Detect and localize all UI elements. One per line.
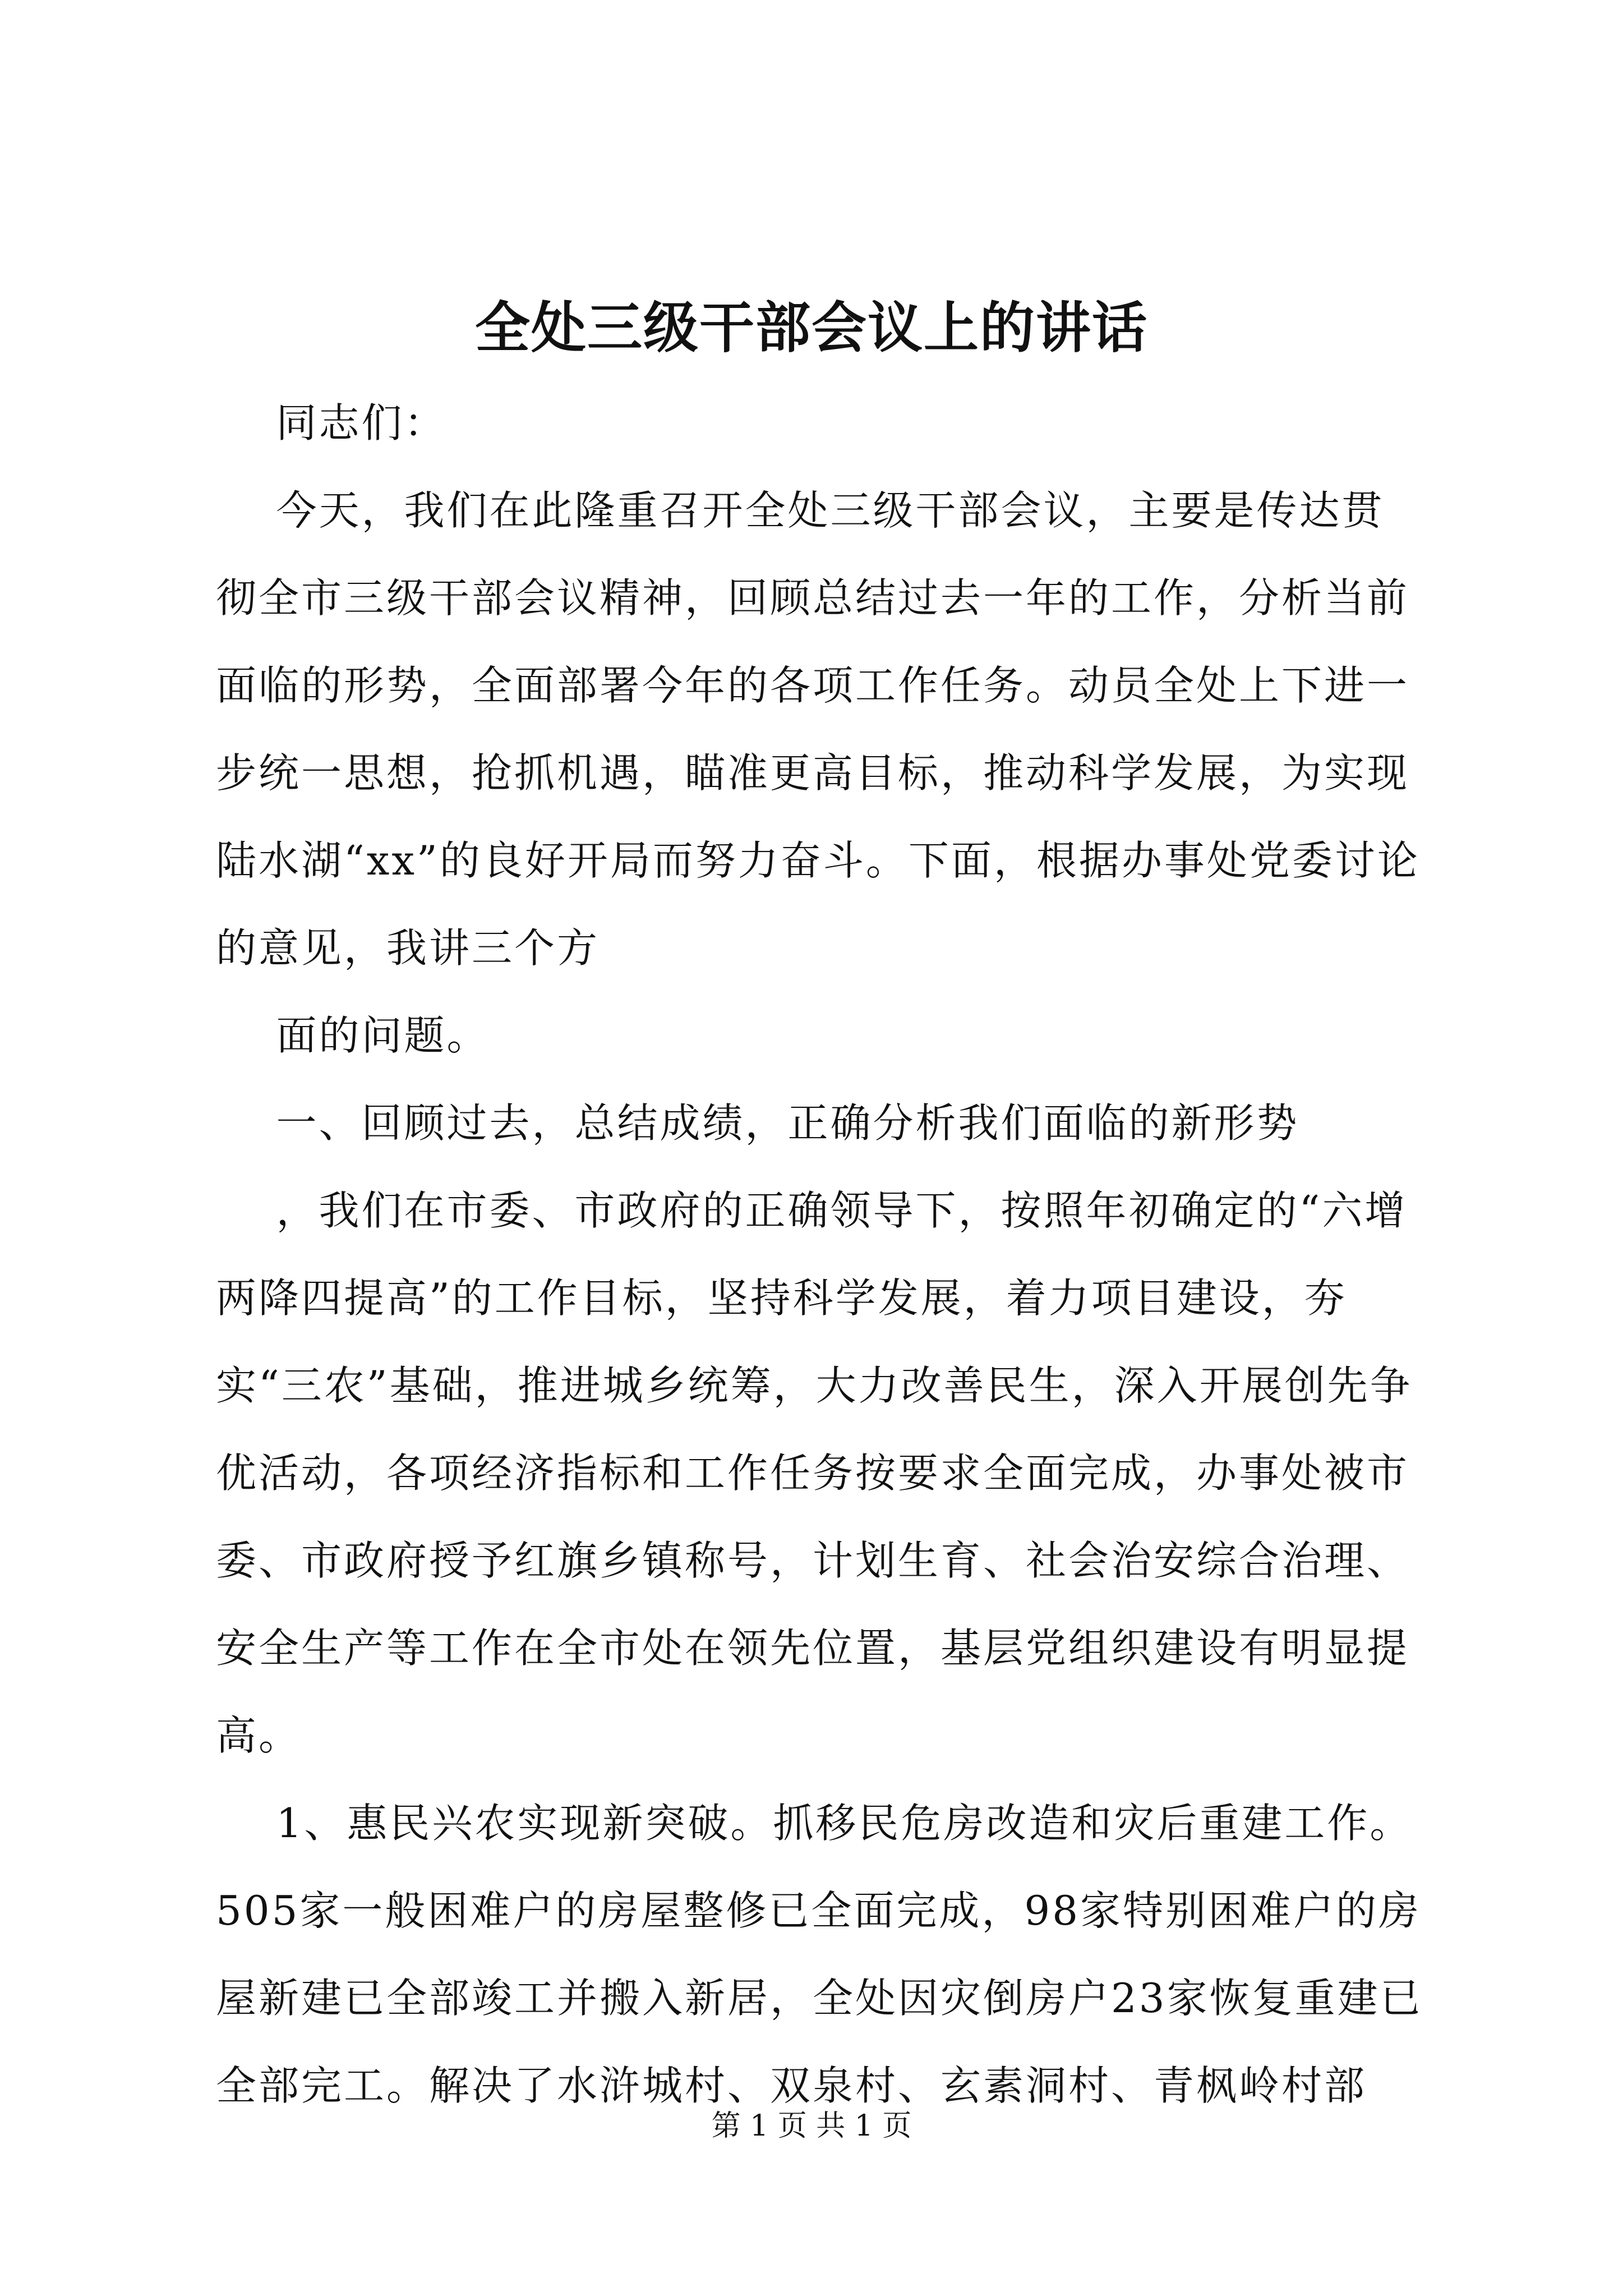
document-body [216, 379, 1423, 2129]
salutation-paragraph: 同志们： [216, 399, 447, 447]
document-title: 全处三级干部会议上的讲话 [474, 296, 1148, 360]
intro-continuation-paragraph: 面的问题。 [216, 1012, 490, 1059]
section-heading: 一、回顾过去，总结成绩，正确分析我们面临的新形势 [216, 1099, 1299, 1147]
review-paragraph: ，我们在市委、市政府的正确领导下，按照年初确定的“六增两降四提高”的工作目标，坚持科学发展，着力项目建设，夯实“三农”基础，推进城乡统筹，大力改善民生，深入开展创先争优活动，各项经济指标和工作任务按要求全面完成，办事处被市委、市政府授予红旗乡镇称号，计划生育、社会治安综合治理、安全生产等工作在全市处在领先位置，基层党组织建设有明显提高。 [216, 1187, 1413, 1759]
page-footer: 第 1 页 共 1 页 [711, 2109, 912, 2143]
item-1-paragraph: 1、惠民兴农实现新突破。抓移民危房改造和灾后重建工作。505家一般困难户的房屋整修已全面完成，98家特别困难户的房屋新建已全部竣工并搬入新居，全处因灾倒房户23家恢复重建已全部完工。解决了水浒城村、双泉村、玄素洞村、青枫岭村部 [216, 1800, 1423, 2109]
intro-paragraph: 今天，我们在此隆重召开全处三级干部会议，主要是传达贯彻全市三级干部会议精神，回顾总结过去一年的工作，分析当前面临的形势，全面部署今年的各项工作任务。动员全处上下进一步统一思想，抢抓机遇，瞄准更高目标，推动科学发展，为实现陆水湖“xx”的良好开局而努力奋斗。下面，根据办事处党委讨论的意见，我讲三个方 [216, 487, 1420, 972]
